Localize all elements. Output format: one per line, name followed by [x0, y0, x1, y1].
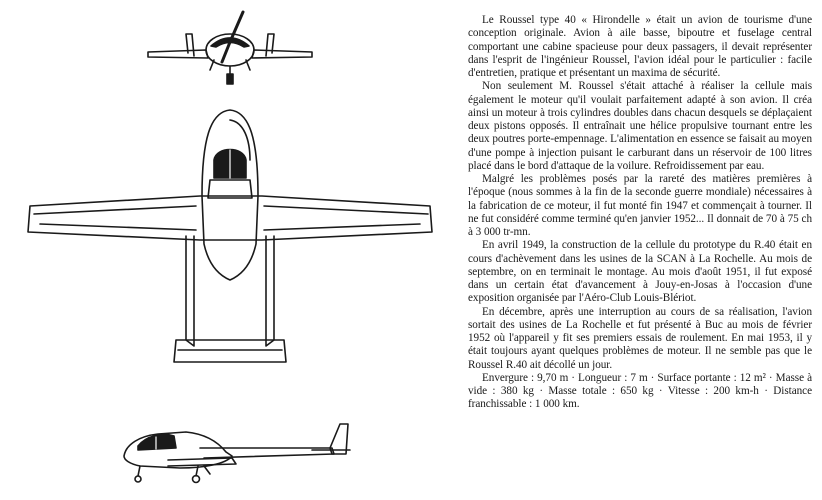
top-view-drawing [28, 110, 432, 362]
paragraph-specifications: Envergure : 9,70 m · Longueur : 7 m · Surface portante : 12 m² · Masse à vide : 380 kg · Masse totale : 650 kg · Vitesse : 200 km-h · Distance franchissable : 1 000 km. [468, 371, 812, 411]
paragraph-engine: Non seulement M. Roussel s'était attaché à réaliser la cellule mais également le moteur qu'il voulait parfaitement adapté à son avion. Il créa ainsi un moteur à trois cylindres doubles dans chacun desquels se déplaçaient deux pistons opposés. Il entraînait une hélice propulsive tournant entre les deux poutres porte-empennage. L'alimentation en essence se faisait au moyen d'une pompe à injection puisant le carburant dans un réservoir de 100 litres placé dans le bord d'attaque de la voilure. Refroidissement par eau. [468, 80, 812, 172]
paragraph-prototype: En avril 1949, la construction de la cellule du prototype du R.40 était en cours d'achèvement dans les usines de la SCAN à La Rochelle. Au mois de septembre, on en terminait le montage. Au mois d'août 1951, il fut exposé dans un certain état d'avancement à Jouy-en-Josas à l'occasion d'une exposition organisée par l'Aéro-Club Louis-Blériot. [468, 239, 812, 305]
paragraph-tests: En décembre, après une interruption au cours de sa réalisation, l'avion sortait des usines de La Rochelle et fut présenté à Buc au mois de février 1952 où l'appareil y fit ses premiers essais de roulement. En mai 1953, il y était toujours ayant quelques problèmes de moteur. Il ne semble pas que le Roussel R.40 ait décollé un jour. [468, 305, 812, 371]
paragraph-intro: Le Roussel type 40 « Hirondelle » était un avion de tourisme d'une conception originale. Avion à aile basse, bipoutre et fuselage central comportant une cabine spacieuse pour deux passagers, il devait représenter dans l'esprit de l'ingénieur Roussel, l'avion idéal pour le particulier : facile d'entretien, pratique et présentant un maxima de sécurité. [468, 14, 812, 79]
side-view-drawing [124, 424, 350, 483]
article-text [468, 14, 812, 412]
paragraph-production: Malgré les problèmes posés par la rareté des matières premières à l'époque (nous sommes à la fin de la seconde guerre mondiale) nécessaires à la fabrication de ce moteur, il fut monté fin 1947 et commençait à tourner. Il ne fut considéré comme terminé qu'en janvier 1952... Il donnait de 70 à 75 ch à 3 000 tr-mn. [468, 173, 812, 238]
front-view-drawing [148, 12, 312, 84]
